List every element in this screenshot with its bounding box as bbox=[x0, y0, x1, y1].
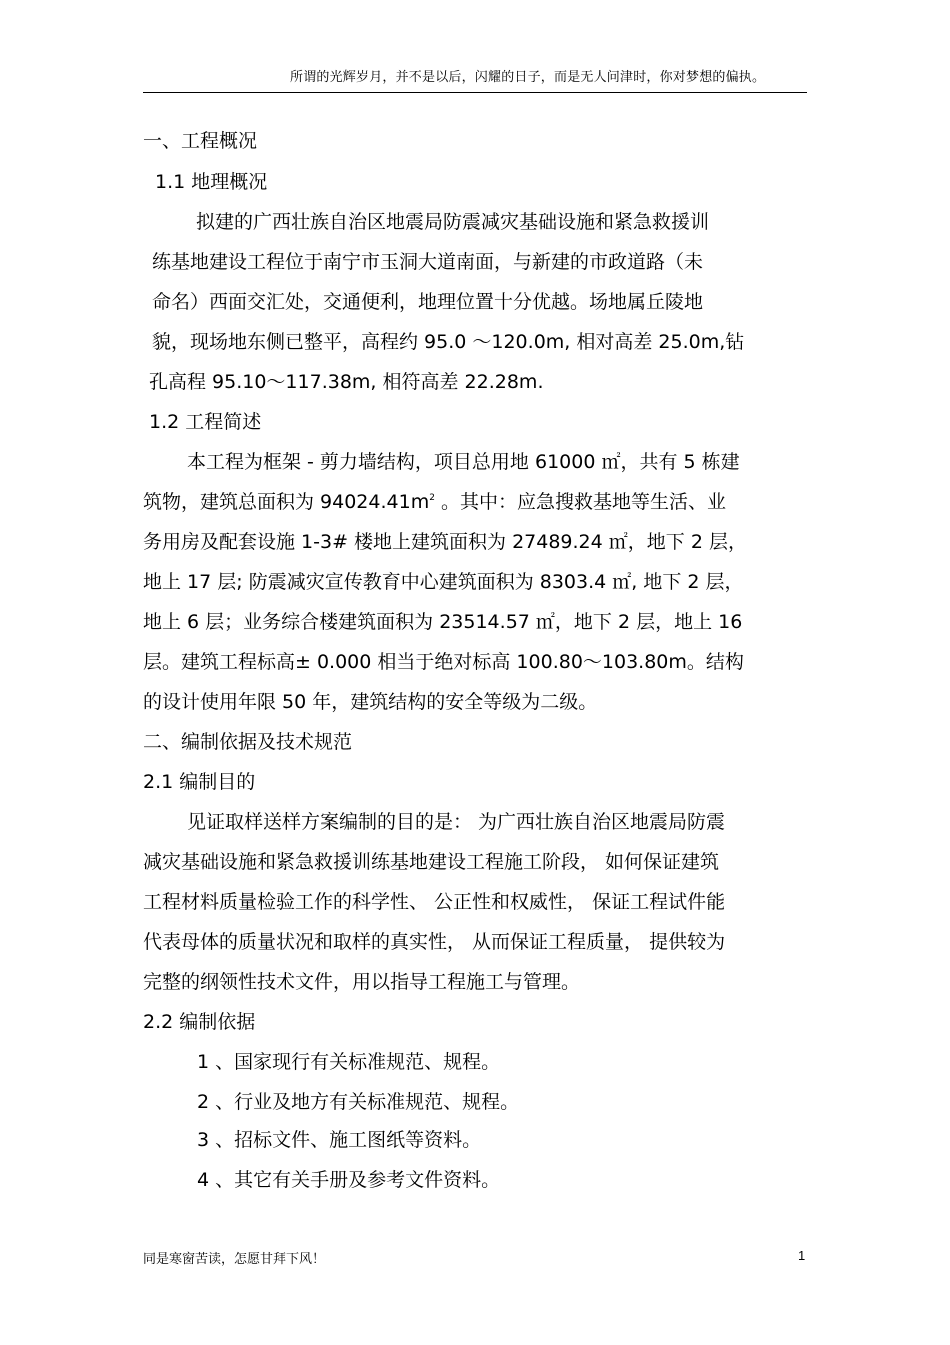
purpose-para-line-4: 代表母体的质量状况和取样的真实性， 从而保证工程质量， 提供较为 bbox=[143, 931, 726, 953]
project-line-2-a: 筑物，建筑总面积为 94024.41m bbox=[143, 491, 430, 513]
project-line-1-a: 本工程为框架 - 剪力墙结构，项目总用地 61000 ㎡ bbox=[187, 451, 621, 473]
project-para-line-1 bbox=[187, 450, 740, 474]
basis-list-item-4: 4 、其它有关手册及参考文件资料。 bbox=[197, 1169, 501, 1191]
project-line-3-a: 务用房及配套设施 1-3# 楼地上建筑面积为 27489.24 ㎡ bbox=[143, 531, 628, 553]
geo-para-line-5: 孔高程 95.10～117.38m, 相符高差 22.28m. bbox=[149, 371, 544, 393]
purpose-para-line-5: 完整的纲领性技术文件，用以指导工程施工与管理。 bbox=[143, 971, 581, 993]
project-para-line-4 bbox=[143, 570, 744, 594]
project-line-4-b: , 地下 2 层， bbox=[631, 571, 744, 593]
section-2-title: 二、编制依据及技术规范 bbox=[143, 731, 353, 753]
project-para-line-2 bbox=[143, 490, 726, 514]
geo-para-line-1: 拟建的广西壮族自治区地震局防震减灾基础设施和紧急救援训 bbox=[196, 211, 710, 233]
project-line-3-b: ，地下 2 层， bbox=[627, 531, 747, 553]
purpose-para-line-3: 工程材料质量检验工作的科学性、 公正性和权威性， 保证工程试件能 bbox=[143, 891, 726, 913]
project-para-line-6: 层。建筑工程标高± 0.000 相当于绝对标高 100.80～103.80m。结构 bbox=[143, 651, 744, 673]
section-1-title: 一、工程概况 bbox=[143, 130, 258, 152]
project-para-line-7: 的设计使用年限 50 年，建筑结构的安全等级为二级。 bbox=[143, 691, 598, 713]
basis-list-item-1: 1 、国家现行有关标准规范、规程。 bbox=[197, 1051, 501, 1073]
project-para-line-3 bbox=[143, 530, 747, 554]
superscript-2: 2 bbox=[429, 493, 435, 503]
project-line-5-b: ，地下 2 层，地上 16 bbox=[554, 611, 743, 633]
project-line-4-a: 地上 17 层; 防震减灾宣传教育中心建筑面积为 8303.4 ㎡ bbox=[143, 571, 632, 593]
project-para-line-5 bbox=[143, 610, 742, 634]
section-2-2-title: 2.2 编制依据 bbox=[143, 1011, 256, 1033]
page-footer-quote: 同是寒窗苦读，怎愿甘拜下风！ bbox=[143, 1252, 326, 1267]
basis-list-item-3: 3 、招标文件、施工图纸等资料。 bbox=[197, 1129, 482, 1151]
section-1-1-title: 1.1 地理概况 bbox=[155, 171, 268, 193]
project-line-2-b: 。其中：应急搜救基地等生活、业 bbox=[434, 491, 726, 513]
geo-para-line-2: 练基地建设工程位于南宁市玉洞大道南面，与新建的市政道路（未 bbox=[152, 251, 704, 273]
section-2-1-title: 2.1 编制目的 bbox=[143, 771, 256, 793]
purpose-para-line-2: 减灾基础设施和紧急救援训练基地建设工程施工阶段， 如何保证建筑 bbox=[143, 851, 720, 873]
basis-list-item-2: 2 、行业及地方有关标准规范、规程。 bbox=[197, 1091, 520, 1113]
geo-para-line-3: 命名）西面交汇处，交通便利，地理位置十分优越。场地属丘陵地 bbox=[152, 291, 704, 313]
page-header-quote: 所谓的光辉岁月，并不是以后，闪耀的日子，而是无人问津时，你对梦想的偏执。 bbox=[290, 70, 766, 85]
header-rule bbox=[143, 92, 807, 93]
geo-para-line-4: 貌，现场地东侧已整平，高程约 95.0 ～120.0m, 相对高差 25.0m,钻 bbox=[152, 331, 745, 353]
section-1-2-title: 1.2 工程简述 bbox=[149, 411, 262, 433]
purpose-para-line-1: 见证取样送样方案编制的目的是： 为广西壮族自治区地震局防震 bbox=[187, 811, 726, 833]
project-line-1-b: ，共有 5 栋建 bbox=[620, 451, 740, 473]
project-line-5-a: 地上 6 层；业务综合楼建筑面积为 23514.57 ㎡ bbox=[143, 611, 555, 633]
page-number: 1 bbox=[798, 1248, 806, 1263]
